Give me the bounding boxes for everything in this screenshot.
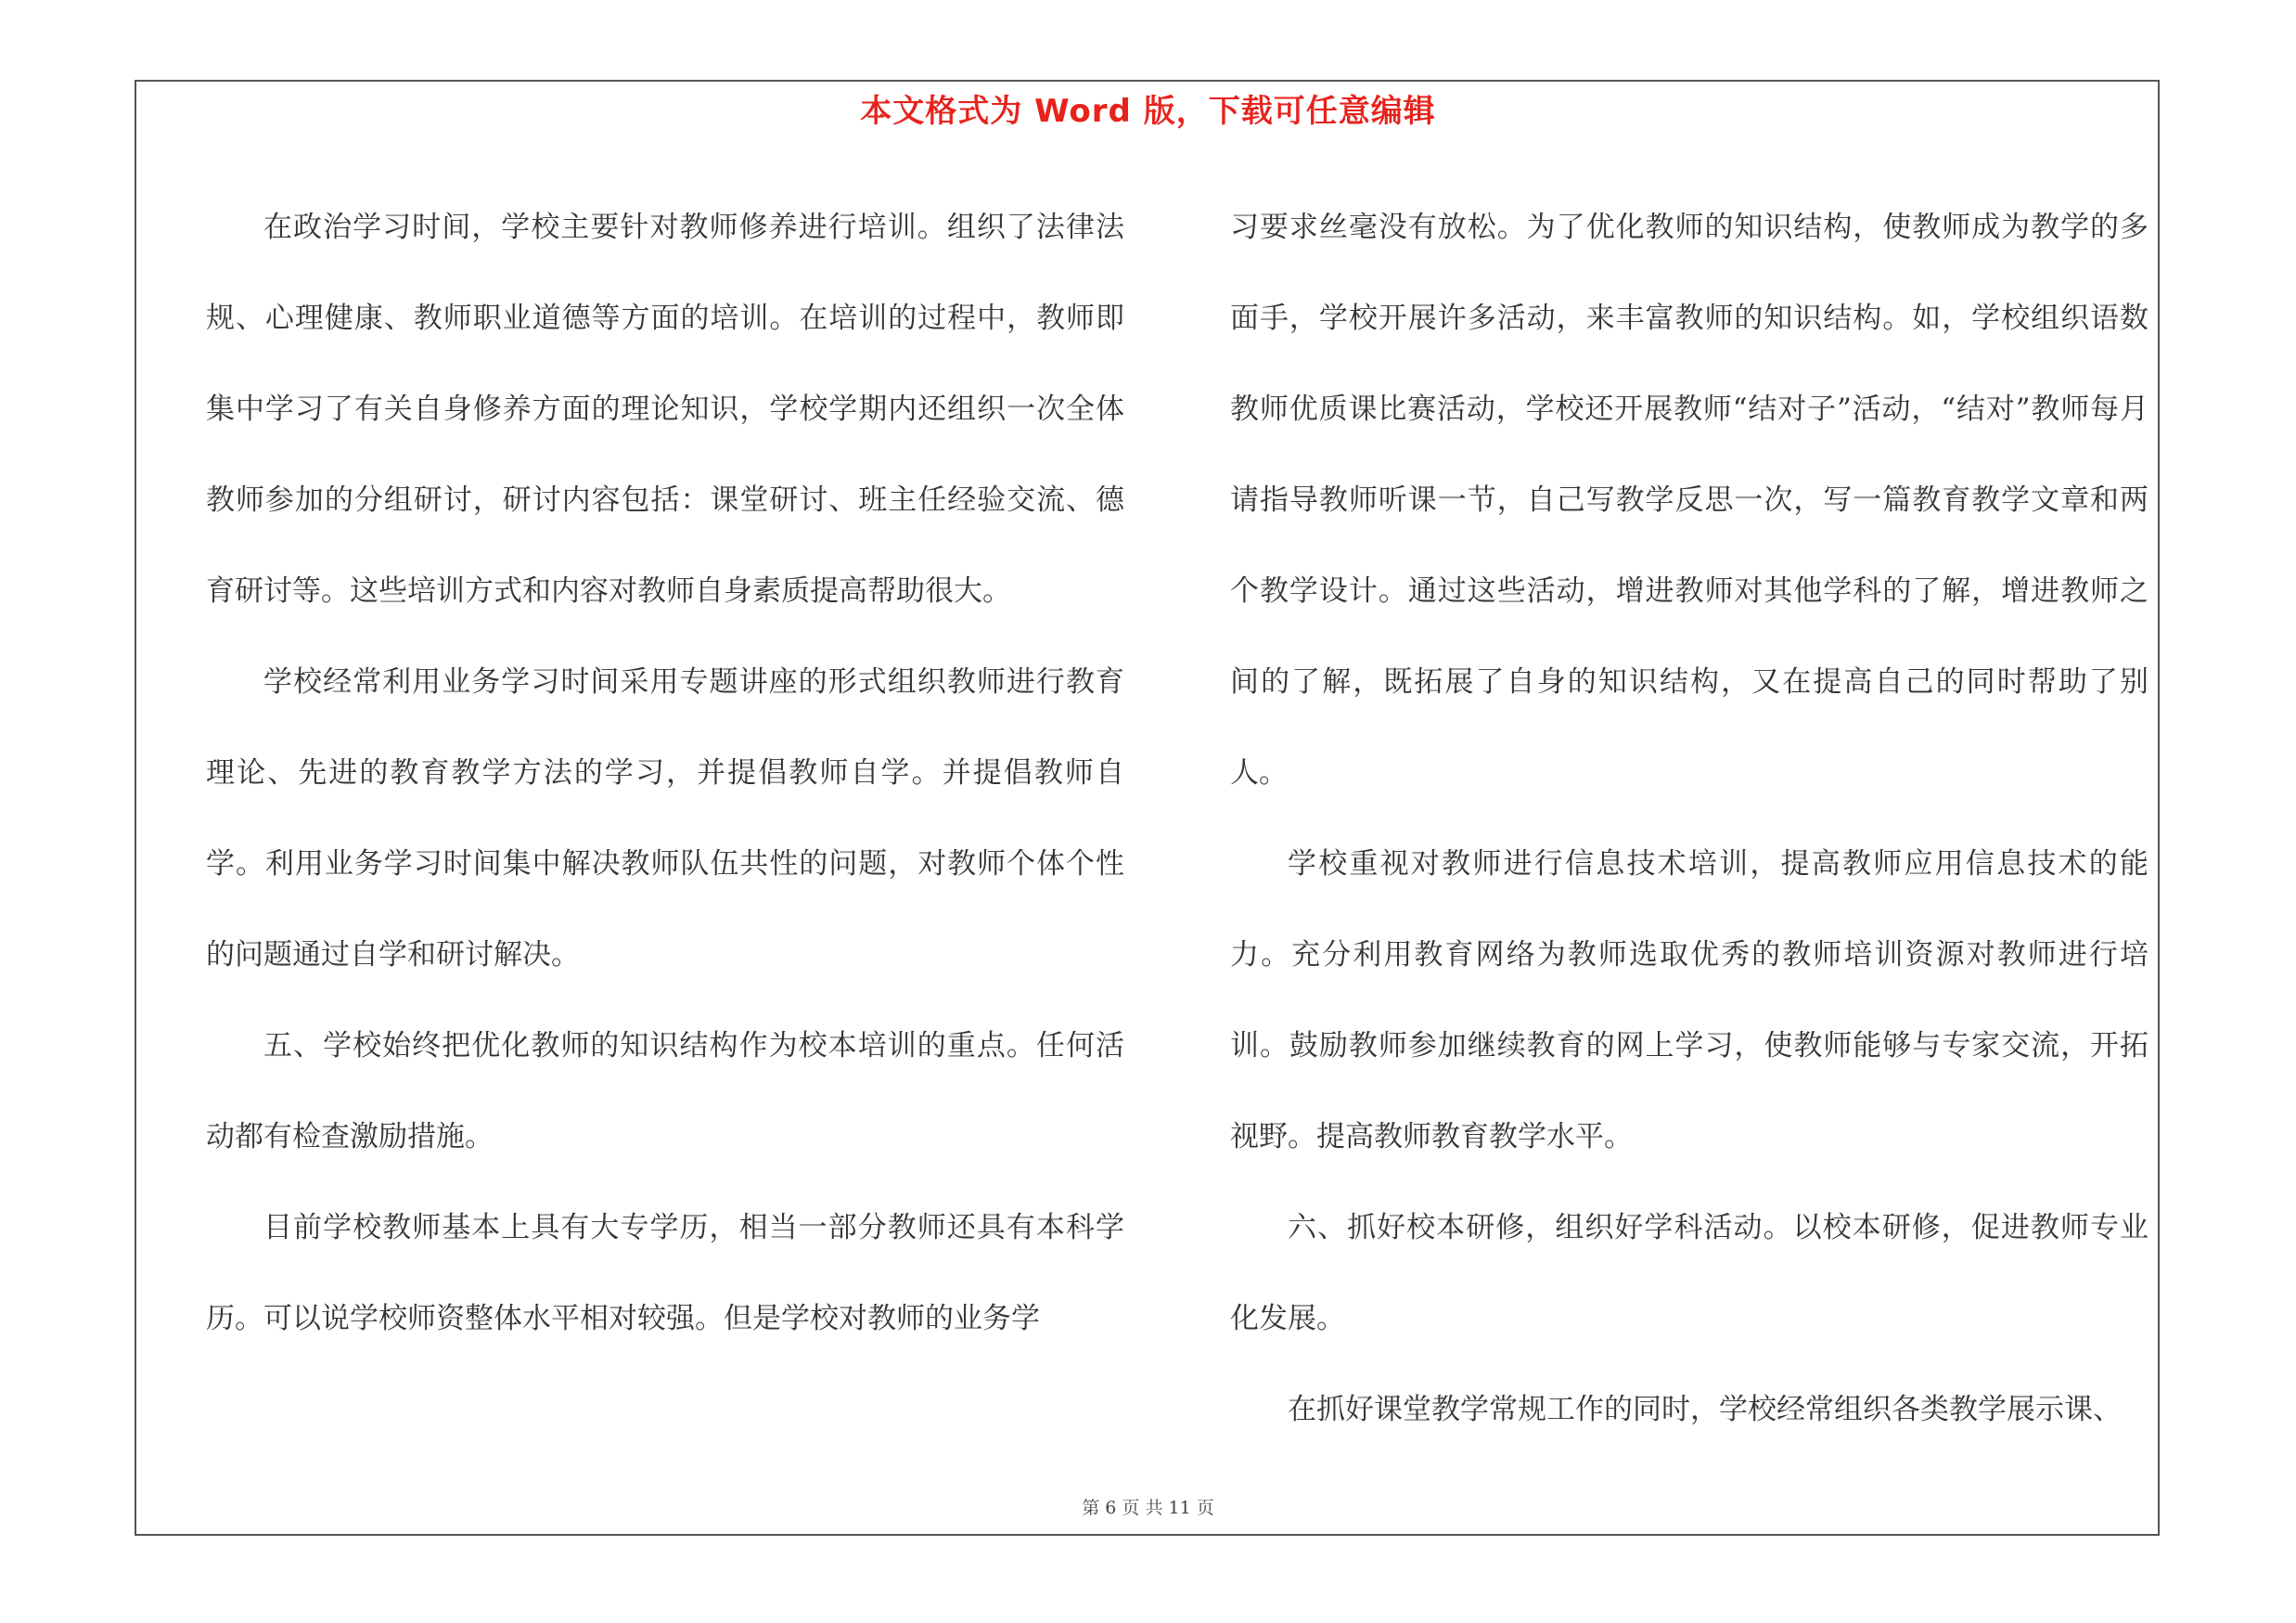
format-notice-header: 本文格式为 Word 版，下载可任意编辑 [860, 93, 1436, 130]
paragraph-knowledge-structure: 五、学校始终把优化教师的知识结构作为校本培训的重点。任何活动都有检查激励措施。 [206, 1029, 1124, 1153]
paragraph-political-study: 在政治学习时间，学校主要针对教师修养进行培训。组织了法律法规、心理健康、教师职业道德等方面的培训。在培训的过程中，教师即集中学习了有关自身修养方面的理论知识，学校学期内还组织一次全体教师参加的分组研讨，研讨内容包括：课堂研讨、班主任经验交流、德育研讨等。这些培训方式和内容对教师自身素质提高帮助很大。 [206, 211, 1124, 608]
left-text-column [206, 182, 1124, 1364]
paragraph-demo-lessons: 在抓好课堂教学常规工作的同时，学校经常组织各类教学展示课、 [1288, 1393, 2122, 1426]
paragraph-it-training: 学校重视对教师进行信息技术培训，提高教师应用信息技术的能力。充分利用教育网络为教师选取优秀的教师培训资源对教师进行培训。鼓励教师参加继续教育的网上学习，使教师能够与专家交流，开拓视野。提高教师教育教学水平。 [1230, 847, 2148, 1153]
paragraph-lectures: 学校经常利用业务学习时间采用专题讲座的形式组织教师进行教育理论、先进的教育教学方法的学习，并提倡教师自学。并提倡教师自学。利用业务学习时间集中解决教师队伍共性的问题，对教师个体个性的问题通过自学和研讨解决。 [206, 665, 1124, 972]
right-text-column [1230, 182, 2148, 1455]
paragraph-school-research: 六、抓好校本研修，组织好学科活动。以校本研修，促进教师专业化发展。 [1230, 1211, 2148, 1335]
paragraph-continuation-activities: 习要求丝毫没有放松。为了优化教师的知识结构，使教师成为教学的多面手，学校开展许多活动，来丰富教师的知识结构。如，学校组织语数教师优质课比赛活动，学校还开展教师“结对子”活动，“结对”教师每月请指导教师听课一节，自己写教学反思一次，写一篇教育教学文章和两个教学设计。通过这些活动，增进教师对其他学科的了解，增进教师之间的了解，既拓展了自身的知识结构，又在提高自己的同时帮助了别人。 [1230, 211, 2148, 790]
paragraph-teacher-qualifications: 目前学校教师基本上具有大专学历，相当一部分教师还具有本科学历。可以说学校师资整体水平相对较强。但是学校对教师的业务学 [206, 1211, 1124, 1335]
page-number-footer: 第 6 页 共 11 页 [1082, 1498, 1214, 1518]
